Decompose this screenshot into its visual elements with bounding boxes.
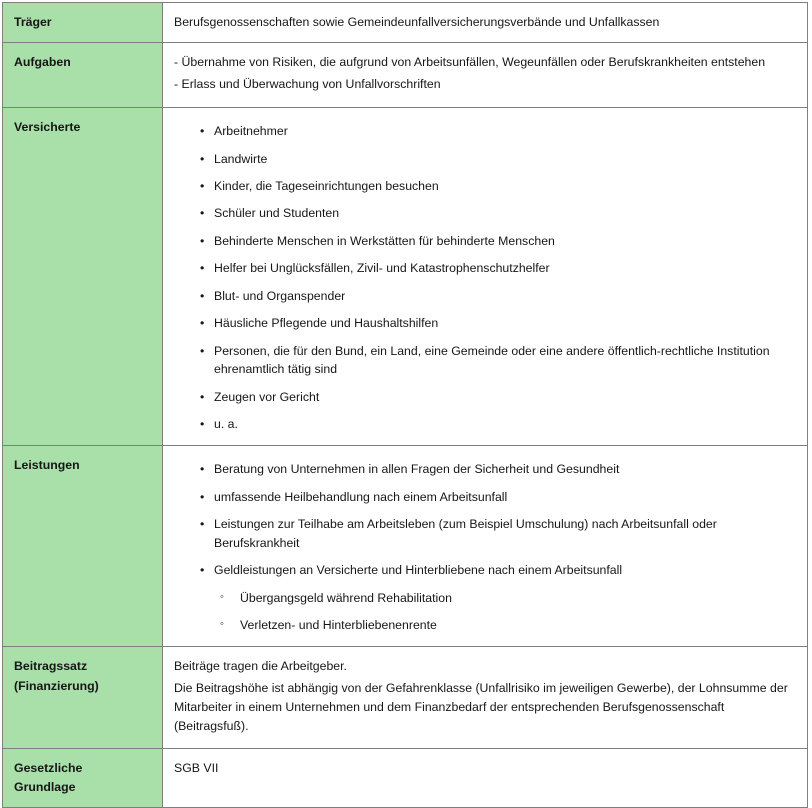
- text-line: Die Beitragshöhe ist abhängig von der Gefahrenklasse (Unfallrisiko im jeweiligen Gewerbe), der Lohnsumme der Mitarbeiter in einem Unternehmen und dem Finanzbedarf der entsprechenden Berufsgenossenschaft (Beitragsfuß).: [174, 680, 788, 733]
- row-content-traeger: [163, 3, 808, 43]
- list-item: [174, 314, 797, 332]
- list-item: [214, 616, 797, 634]
- row-content-beitragssatz: [163, 647, 808, 748]
- list-item-label: Schüler und Studenten: [214, 206, 340, 221]
- sub-bullet-list: [214, 589, 797, 635]
- bullet-icon: •: [200, 462, 205, 477]
- row-label-aufgaben: Aufgaben: [3, 43, 163, 108]
- row-content-leistungen: [163, 446, 808, 647]
- list-item-label: Leistungen zur Teilhabe am Arbeitsleben (zum Beispiel Umschulung) nach Arbeitsunfall oder Berufskrankheit: [214, 517, 717, 550]
- list-item: [174, 150, 797, 168]
- bullet-icon: •: [200, 389, 205, 404]
- row-content-gesetzliche-grundlage: [163, 748, 808, 807]
- list-item: [214, 589, 797, 607]
- list-item: [174, 515, 797, 552]
- list-item: [174, 287, 797, 305]
- bullet-icon: •: [200, 563, 205, 578]
- list-item-label: Übergangsgeld während Rehabilitation: [240, 590, 452, 605]
- bullet-icon: •: [200, 179, 205, 194]
- list-item-label: u. a.: [214, 416, 238, 431]
- table-row: [3, 446, 808, 647]
- sub-bullet-icon: ◦: [220, 618, 224, 631]
- list-item-label: Zeugen vor Gericht: [214, 389, 320, 404]
- list-item: [174, 415, 797, 433]
- list-item: [174, 388, 797, 406]
- bullet-icon: •: [200, 288, 205, 303]
- list-item: [174, 342, 797, 379]
- list-item-label: umfassende Heilbehandlung nach einem Arbeitsunfall: [214, 489, 508, 504]
- list-item: [174, 460, 797, 478]
- list-item: [174, 204, 797, 222]
- list-item-label: Verletzen- und Hinterbliebenenrente: [240, 618, 437, 633]
- list-item-label: Geldleistungen an Versicherte und Hinterbliebene nach einem Arbeitsunfall: [214, 563, 623, 578]
- list-item: [174, 259, 797, 277]
- list-item-label: Arbeitnehmer: [214, 124, 288, 139]
- bullet-icon: •: [200, 416, 205, 431]
- row-label-versicherte: Versicherte: [3, 108, 163, 446]
- table-row: [3, 748, 808, 807]
- text-line: Berufsgenossenschaften sowie Gemeindeunfallversicherungsverbände und Unfallkassen: [174, 15, 660, 29]
- bullet-icon: •: [200, 233, 205, 248]
- table-row: [3, 43, 808, 108]
- list-item-label: Kinder, die Tageseinrichtungen besuchen: [214, 179, 439, 194]
- bullet-icon: •: [200, 343, 205, 358]
- bullet-list: [174, 122, 797, 433]
- list-item-label: Häusliche Pflegende und Haushaltshilfen: [214, 316, 439, 331]
- label-line: Gesetzliche: [14, 760, 83, 775]
- list-item-label: Helfer bei Unglücksfällen, Zivil- und Katastrophenschutzhelfer: [214, 261, 550, 276]
- table-row: [3, 647, 808, 748]
- list-item: [174, 177, 797, 195]
- list-item: [174, 488, 797, 506]
- row-label-gesetzliche-grundlage: [3, 748, 163, 807]
- list-item-label: Behinderte Menschen in Werkstätten für behinderte Menschen: [214, 233, 555, 248]
- text-line: - Übernahme von Risiken, die aufgrund von Arbeitsunfällen, Wegeunfällen oder Berufskrankheiten entstehen: [174, 55, 766, 70]
- label-line: (Finanzierung): [14, 678, 99, 693]
- social-insurance-table: [2, 2, 808, 808]
- text-line: Beiträge tragen die Arbeitgeber.: [174, 659, 347, 674]
- bullet-icon: •: [200, 206, 205, 221]
- label-line: Beitragssatz: [14, 659, 88, 674]
- list-item-label: Personen, die für den Bund, ein Land, eine Gemeinde oder eine andere öffentlich-rechtliche Institution ehrenamtlich tätig sind: [214, 343, 770, 377]
- row-label-traeger: Träger: [3, 3, 163, 43]
- list-item-label: Blut- und Organspender: [214, 288, 346, 303]
- table-row: [3, 108, 808, 446]
- row-content-aufgaben: [163, 43, 808, 108]
- list-item: [174, 561, 797, 634]
- bullet-icon: •: [200, 261, 205, 276]
- bullet-icon: •: [200, 517, 205, 532]
- text-line: SGB VII: [174, 760, 219, 775]
- text-line: - Erlass und Überwachung von Unfallvorschriften: [174, 77, 441, 92]
- bullet-icon: •: [200, 316, 205, 331]
- bullet-list: [174, 460, 797, 634]
- label-line: Grundlage: [14, 779, 76, 794]
- list-item: [174, 232, 797, 250]
- row-label-beitragssatz: [3, 647, 163, 748]
- bullet-icon: •: [200, 489, 205, 504]
- row-label-leistungen: Leistungen: [3, 446, 163, 647]
- sub-bullet-icon: ◦: [220, 590, 224, 603]
- table-row: [3, 3, 808, 43]
- list-item-label: Landwirte: [214, 151, 268, 166]
- bullet-icon: •: [200, 124, 205, 139]
- list-item-label: Beratung von Unternehmen in allen Fragen der Sicherheit und Gesundheit: [214, 462, 620, 477]
- bullet-icon: •: [200, 151, 205, 166]
- list-item: [174, 122, 797, 140]
- row-content-versicherte: [163, 108, 808, 446]
